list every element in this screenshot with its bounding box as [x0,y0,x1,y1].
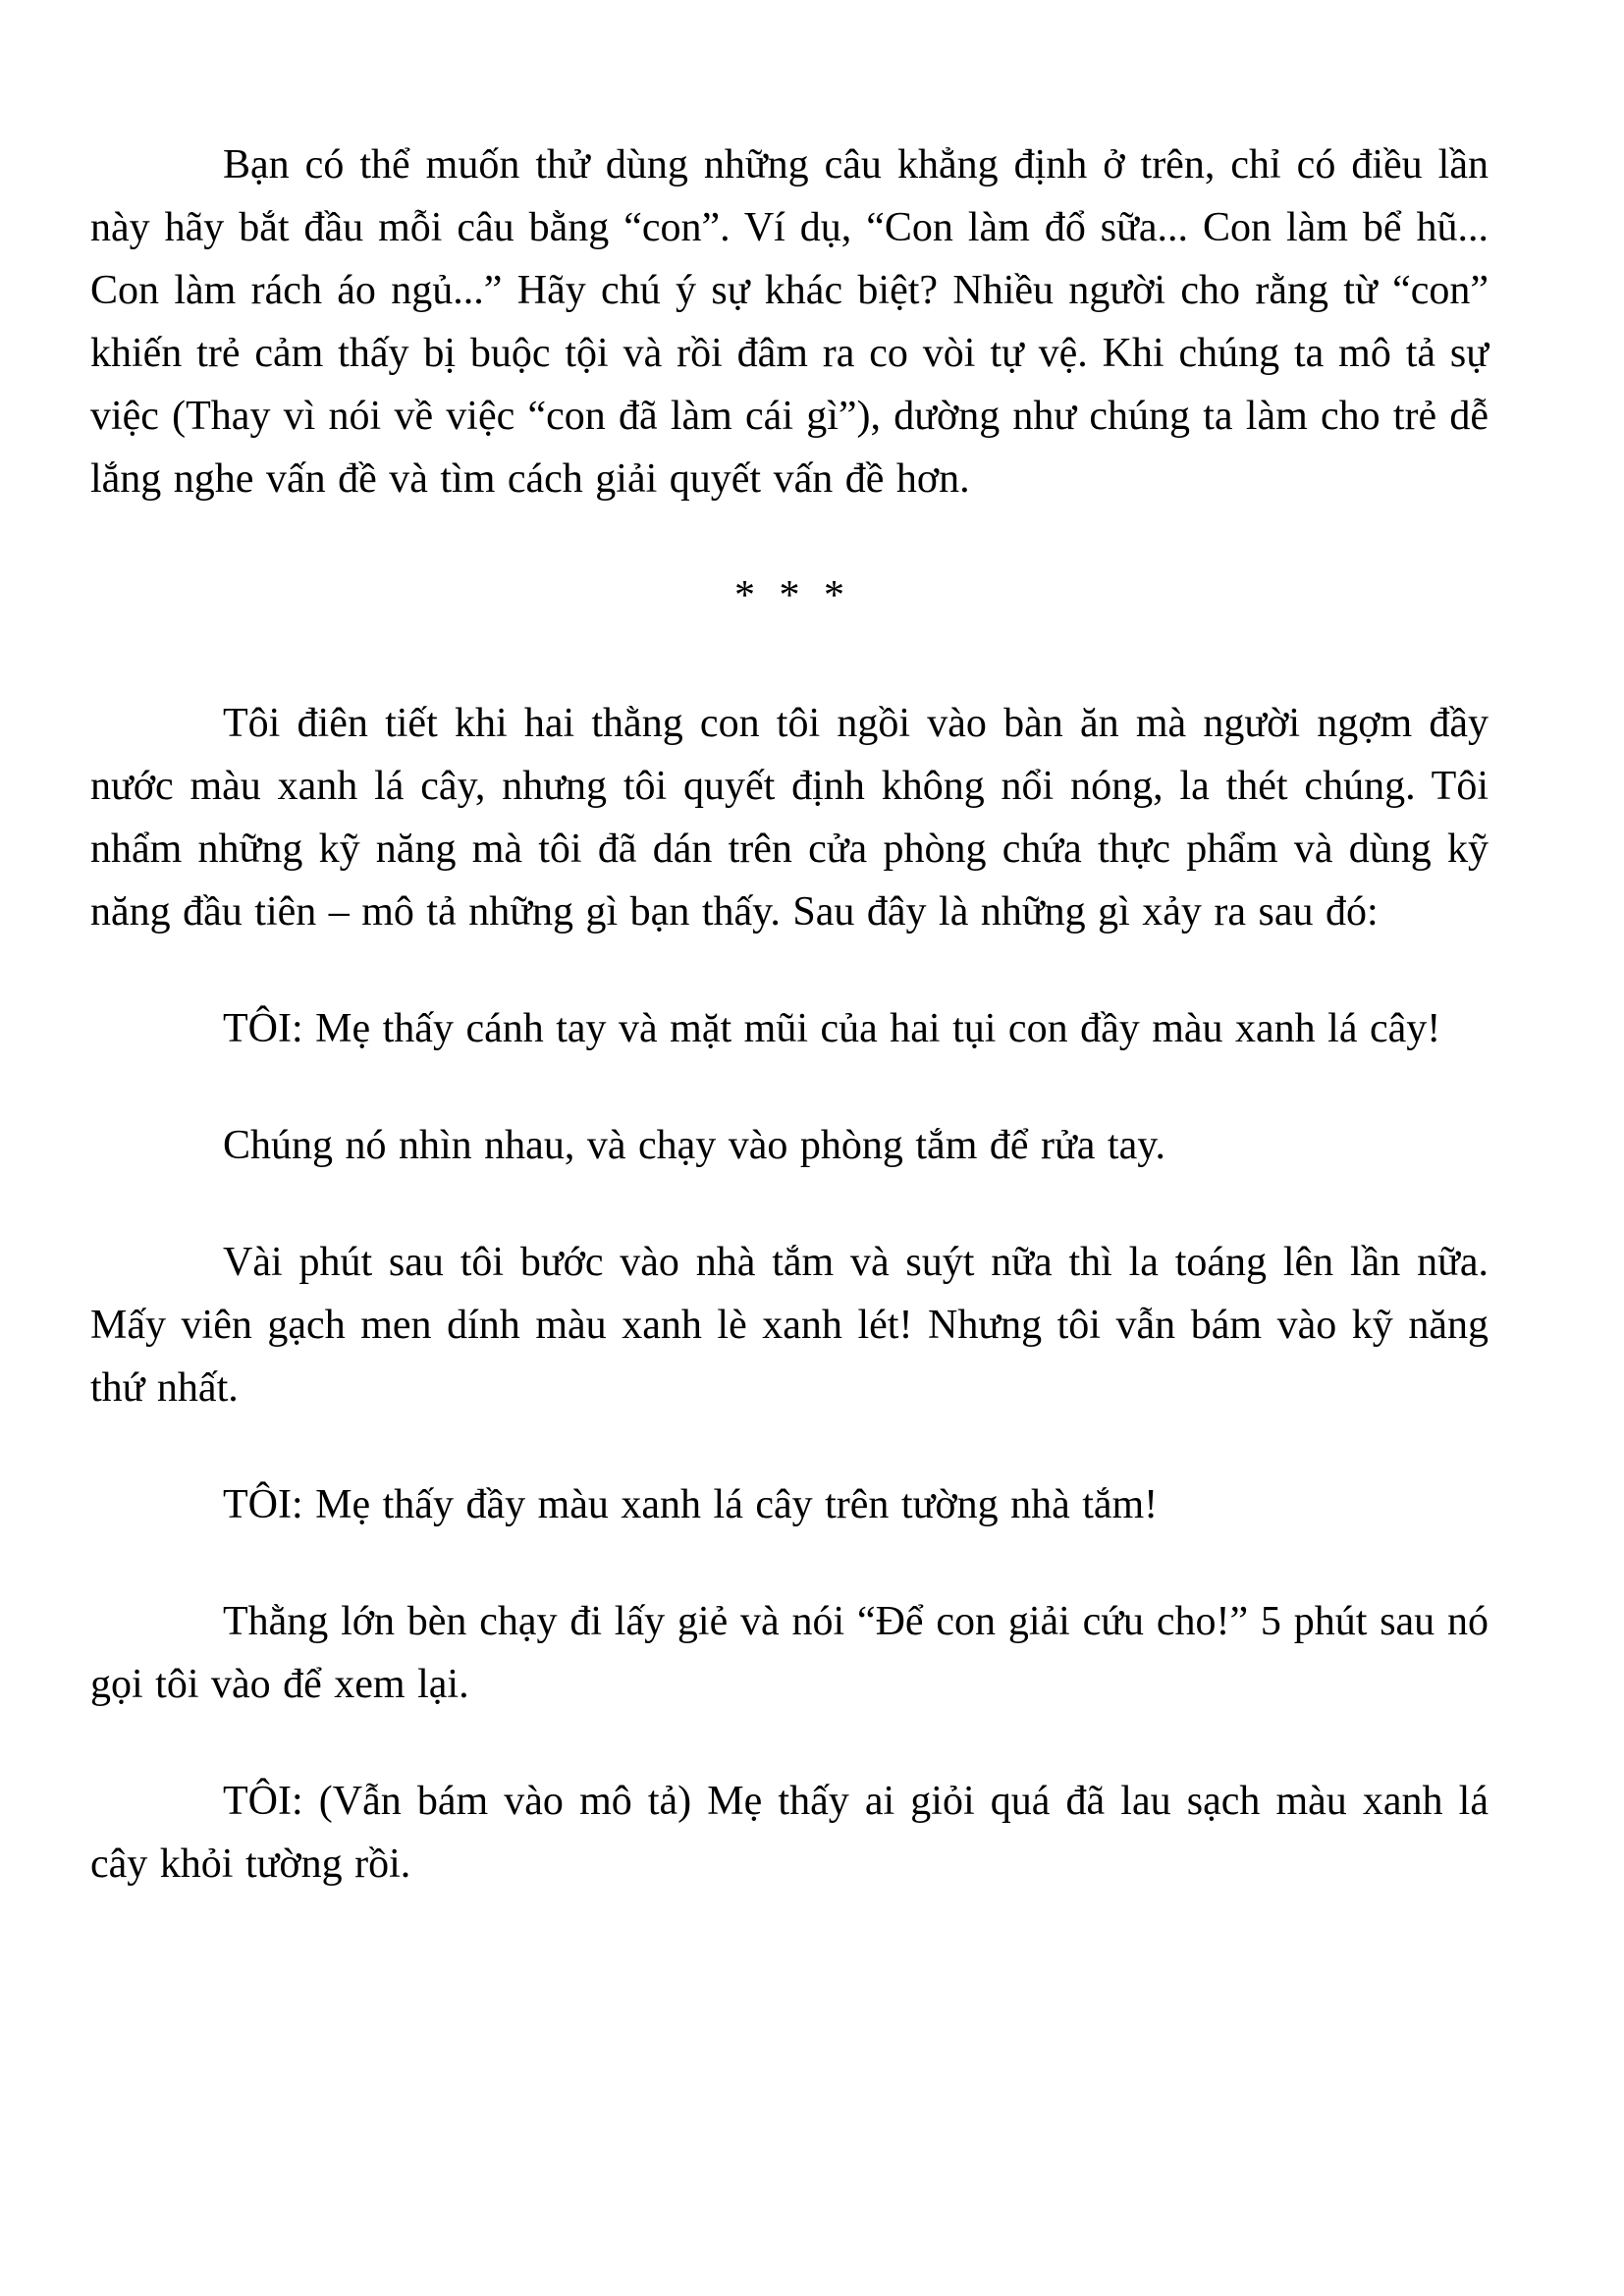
body-paragraph: Tôi điên tiết khi hai thằng con tôi ngồi vào bàn ăn mà người ngợm đầy nước màu xanh lá cây, nhưng tôi quyết định không nổi nóng, la thét chúng. Tôi nhẩm những kỹ năng mà tôi đã dán trên cửa phòng chứa thực phẩm và dùng kỹ năng đầu tiên – mô tả những gì bạn thấy. Sau đây là những gì xảy ra sau đó: [90,701,1489,934]
dialogue-paragraph: TÔI: (Vẫn bám vào mô tả) Mẹ thấy ai giỏi quá đã lau sạch màu xanh lá cây khỏi tường rồi. [90,1779,1489,1887]
body-paragraph: Thằng lớn bèn chạy đi lấy giẻ và nói “Để con giải cứu cho!” 5 phút sau nó gọi tôi vào để xem lại. [90,1599,1489,1707]
section-separator: * * * [734,573,844,618]
body-paragraph: Chúng nó nhìn nhau, và chạy vào phòng tắm để rửa tay. [223,1123,1165,1168]
page-text-content [90,0,1489,1896]
dialogue-paragraph: TÔI: Mẹ thấy cánh tay và mặt mũi của hai tụi con đầy màu xanh lá cây! [223,1006,1441,1051]
dialogue-paragraph: TÔI: Mẹ thấy đầy màu xanh lá cây trên tường nhà tắm! [223,1482,1159,1527]
body-paragraph: Bạn có thể muốn thử dùng những câu khẳng định ở trên, chỉ có điều lần này hãy bắt đầu mỗi câu bằng “con”. Ví dụ, “Con làm đổ sữa... Con làm bể hũ... Con làm rách áo ngủ...” Hãy chú ý sự khác biệt? Nhiều người cho rằng từ “con” khiến trẻ cảm thấy bị buộc tội và rồi đâm ra co vòi tự vệ. Khi chúng ta mô tả sự việc (Thay vì nói về việc “con đã làm cái gì”), dường như chúng ta làm cho trẻ dễ lắng nghe vấn đề và tìm cách giải quyết vấn đề hơn. [90,142,1489,502]
body-paragraph: Vài phút sau tôi bước vào nhà tắm và suýt nữa thì la toáng lên lần nữa. Mấy viên gạch men dính màu xanh lè xanh lét! Nhưng tôi vẫn bám vào kỹ năng thứ nhất. [90,1240,1489,1411]
